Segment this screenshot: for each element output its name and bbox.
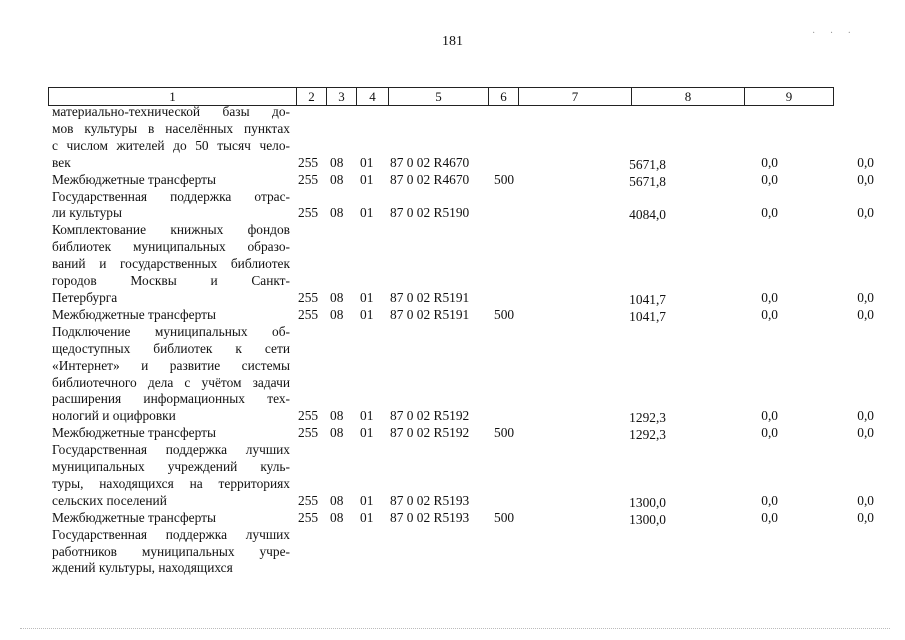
row-description-line: век xyxy=(52,154,71,170)
row-description-line: библиотек муниципальных образо- xyxy=(52,239,290,255)
row-description-line: ваний и государственных библиотек xyxy=(52,256,290,272)
amount-col8: 0,0 xyxy=(761,408,778,424)
header-cell-1: 1 xyxy=(48,87,296,106)
expense-type-code: 500 xyxy=(494,171,515,187)
section-code: 255 xyxy=(298,171,319,187)
amount-col7: 1292,3 xyxy=(629,427,666,443)
amount-col9: 0,0 xyxy=(857,492,874,508)
row-description xyxy=(52,189,290,223)
target-article-code: 87 0 02 R5193 xyxy=(390,509,470,525)
row-codes xyxy=(290,425,874,443)
row-description-line: ждений культуры, находящихся xyxy=(52,560,233,576)
header-cell-2: 2 xyxy=(296,87,326,106)
row-description-line: Межбюджетные трансферты xyxy=(52,425,216,441)
amount-col8: 0,0 xyxy=(761,205,778,221)
scan-bottom-edge xyxy=(20,628,890,632)
amount-col9: 0,0 xyxy=(857,425,874,441)
header-cell-7: 7 xyxy=(518,87,631,106)
row-codes xyxy=(290,509,874,527)
section-code: 255 xyxy=(298,492,319,508)
amount-col9: 0,0 xyxy=(857,408,874,424)
section-code: 255 xyxy=(298,306,319,322)
amount-col9: 0,0 xyxy=(857,289,874,305)
amount-col8: 0,0 xyxy=(761,306,778,322)
header-cell-4: 4 xyxy=(356,87,388,106)
row-codes xyxy=(290,306,874,324)
amount-col8: 0,0 xyxy=(761,154,778,170)
header-cell-8: 8 xyxy=(631,87,744,106)
row-codes xyxy=(290,408,874,426)
amount-col7: 1041,7 xyxy=(629,308,666,324)
row-codes xyxy=(290,560,852,577)
subsection-code: 08 xyxy=(330,154,344,170)
row-description-line: с числом жителей до 50 тысяч чело- xyxy=(52,137,290,153)
amount-col9: 0,0 xyxy=(857,306,874,322)
amount-col7: 1300,0 xyxy=(629,494,666,510)
row-description-line: мов культуры в населённых пунктах xyxy=(52,120,290,136)
item-code: 01 xyxy=(360,492,374,508)
table-row xyxy=(52,171,874,189)
row-description-line: городов Москвы и Санкт- xyxy=(52,273,290,289)
table-row xyxy=(52,527,852,578)
header-cell-9: 9 xyxy=(744,87,834,106)
amount-col8: 0,0 xyxy=(761,289,778,305)
expense-type-code: 500 xyxy=(494,509,515,525)
section-code: 255 xyxy=(298,408,319,424)
amount-col8: 0,0 xyxy=(761,425,778,441)
subsection-code: 08 xyxy=(330,205,344,221)
amount-col7: 1292,3 xyxy=(629,410,666,426)
subsection-code: 08 xyxy=(330,171,344,187)
row-description xyxy=(52,104,290,172)
target-article-code: 87 0 02 R5191 xyxy=(390,306,470,322)
subsection-code: 08 xyxy=(330,289,344,305)
amount-col9: 0,0 xyxy=(857,171,874,187)
row-description-line: «Интернет» и развитие системы xyxy=(52,357,290,373)
scan-corner-mark: · · · xyxy=(812,28,857,39)
row-description-line: Петербурга xyxy=(52,289,118,305)
row-description-line: Межбюджетные трансферты xyxy=(52,509,216,525)
page-number: 181 xyxy=(442,34,463,49)
target-article-code: 87 0 02 R5192 xyxy=(390,408,470,424)
row-description xyxy=(52,172,290,189)
item-code: 01 xyxy=(360,205,374,221)
section-code: 255 xyxy=(298,425,319,441)
amount-col7: 1041,7 xyxy=(629,291,666,307)
row-codes xyxy=(290,205,874,223)
table-row xyxy=(52,323,874,426)
table-row xyxy=(52,104,874,172)
table-body xyxy=(52,104,874,577)
section-code: 255 xyxy=(298,289,319,305)
row-description-line: муниципальных учреждений куль- xyxy=(52,459,290,475)
item-code: 01 xyxy=(360,408,374,424)
header-cell-5: 5 xyxy=(388,87,488,106)
target-article-code: 87 0 02 R4670 xyxy=(390,154,470,170)
target-article-code: 87 0 02 R4670 xyxy=(390,171,470,187)
row-description xyxy=(52,222,290,307)
row-description-line: щедоступных библиотек к сети xyxy=(52,340,290,356)
amount-col7: 4084,0 xyxy=(629,207,666,223)
row-codes xyxy=(290,289,874,307)
item-code: 01 xyxy=(360,289,374,305)
row-description-line: нологий и оцифровки xyxy=(52,408,176,424)
row-description-line: Государственная поддержка отрас- xyxy=(52,188,290,204)
header-cell-3: 3 xyxy=(326,87,356,106)
header-cell-6: 6 xyxy=(488,87,518,106)
table-row xyxy=(52,188,874,223)
amount-col9: 0,0 xyxy=(857,205,874,221)
amount-col7: 5671,8 xyxy=(629,156,666,172)
target-article-code: 87 0 02 R5191 xyxy=(390,289,470,305)
row-description xyxy=(52,510,290,527)
section-code: 255 xyxy=(298,154,319,170)
subsection-code: 08 xyxy=(330,425,344,441)
table-row xyxy=(52,509,874,527)
item-code: 01 xyxy=(360,154,374,170)
subsection-code: 08 xyxy=(330,509,344,525)
row-description xyxy=(52,324,290,425)
row-description xyxy=(52,527,290,578)
item-code: 01 xyxy=(360,171,374,187)
row-description xyxy=(52,442,290,510)
expense-type-code: 500 xyxy=(494,425,515,441)
row-description xyxy=(52,307,290,324)
section-code: 255 xyxy=(298,509,319,525)
item-code: 01 xyxy=(360,509,374,525)
row-codes xyxy=(290,171,874,189)
table-row xyxy=(52,442,874,510)
amount-col7: 1300,0 xyxy=(629,511,666,527)
row-description-line: Межбюджетные трансферты xyxy=(52,306,216,322)
subsection-code: 08 xyxy=(330,492,344,508)
row-description-line: работников муниципальных учре- xyxy=(52,543,290,559)
row-description-line: Государственная поддержка лучших xyxy=(52,442,290,458)
table-row xyxy=(52,425,874,443)
item-code: 01 xyxy=(360,425,374,441)
row-description-line: туры, находящихся на территориях xyxy=(52,475,290,491)
row-description-line: материально-технической базы до- xyxy=(52,104,290,119)
row-codes xyxy=(290,492,874,510)
row-description-line: ли культуры xyxy=(52,205,122,221)
table-row xyxy=(52,306,874,324)
row-description-line: библиотечного дела с учётом задачи xyxy=(52,374,290,390)
row-description-line: Межбюджетные трансферты xyxy=(52,171,216,187)
target-article-code: 87 0 02 R5193 xyxy=(390,492,470,508)
amount-col7: 5671,8 xyxy=(629,173,666,189)
amount-col8: 0,0 xyxy=(761,509,778,525)
row-description-line: расширения информационных тех- xyxy=(52,391,290,407)
row-description-line: Комплектование книжных фондов xyxy=(52,222,290,238)
row-description-line: Подключение муниципальных об- xyxy=(52,323,290,339)
amount-col8: 0,0 xyxy=(761,492,778,508)
row-description-line: сельских поселений xyxy=(52,492,167,508)
amount-col8: 0,0 xyxy=(761,171,778,187)
subsection-code: 08 xyxy=(330,408,344,424)
target-article-code: 87 0 02 R5192 xyxy=(390,425,470,441)
table-row xyxy=(52,222,874,307)
row-description-line: Государственная поддержка лучших xyxy=(52,526,290,542)
amount-col9: 0,0 xyxy=(857,509,874,525)
item-code: 01 xyxy=(360,306,374,322)
row-description xyxy=(52,425,290,442)
amount-col9: 0,0 xyxy=(857,154,874,170)
row-codes xyxy=(290,154,874,172)
target-article-code: 87 0 02 R5190 xyxy=(390,205,470,221)
expense-type-code: 500 xyxy=(494,306,515,322)
section-code: 255 xyxy=(298,205,319,221)
subsection-code: 08 xyxy=(330,306,344,322)
